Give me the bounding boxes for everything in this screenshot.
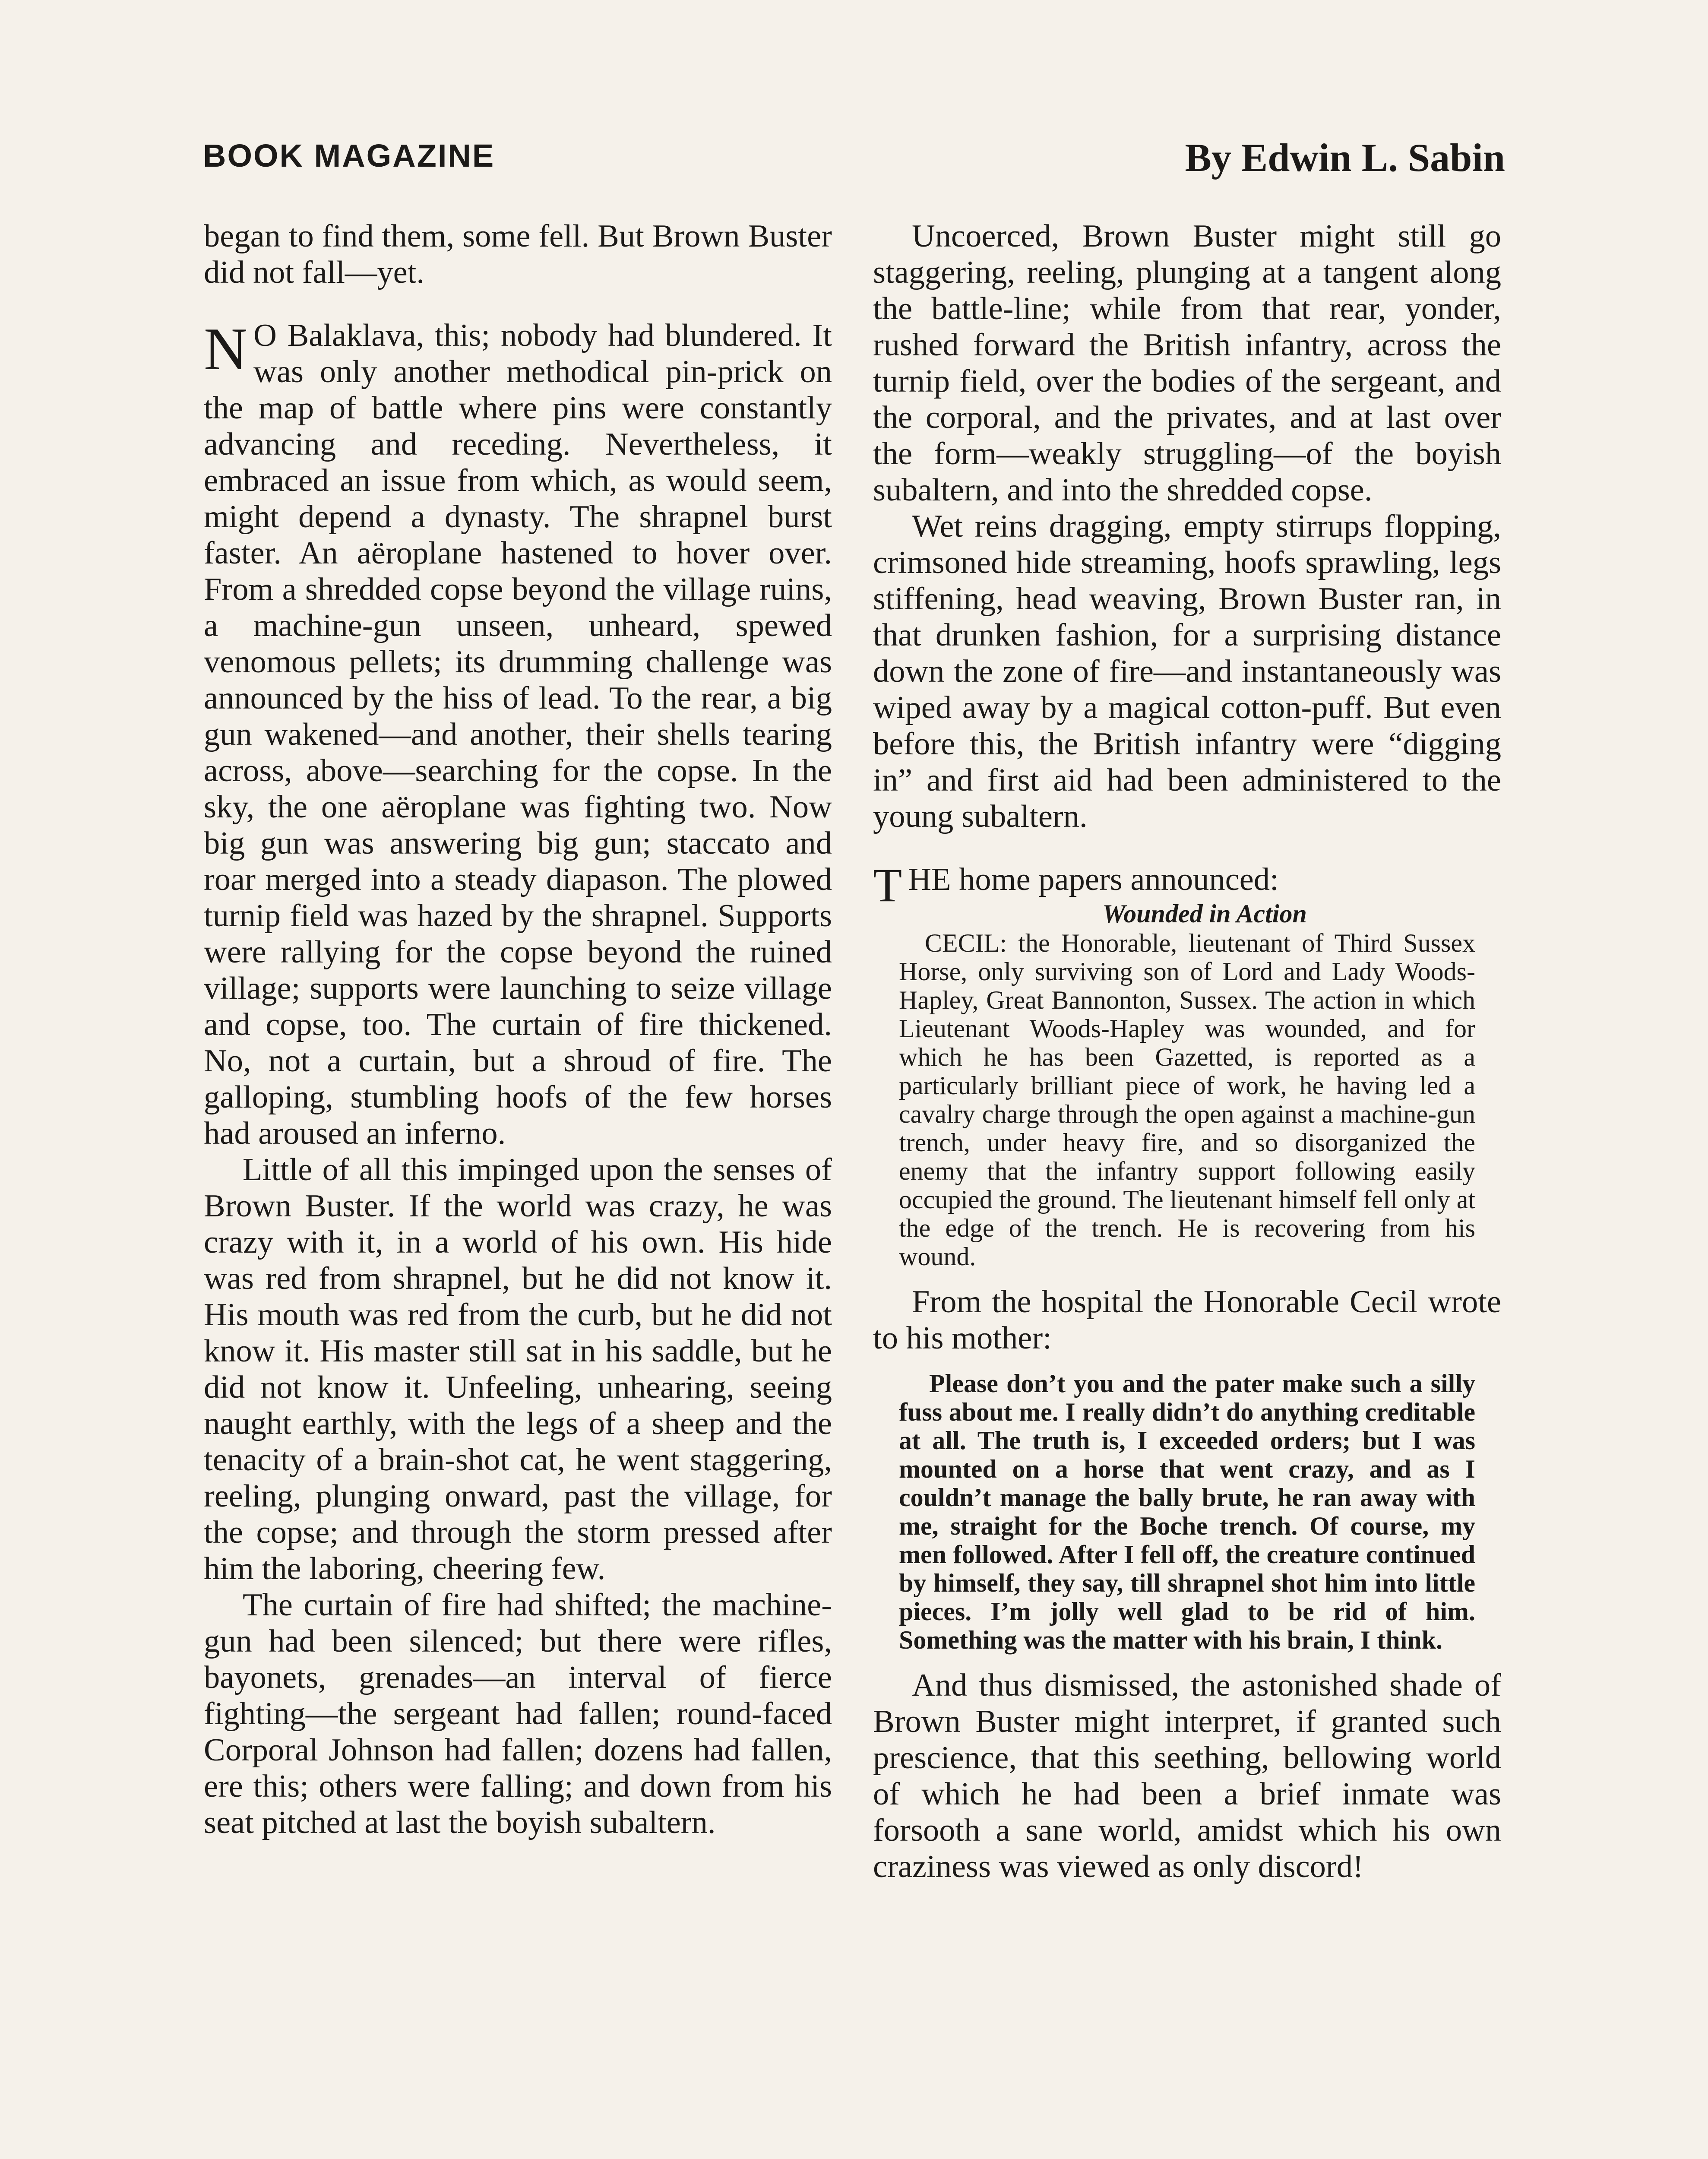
paragraph: Wet reins dragging, empty stirrups flopping, crimsoned hide streaming, hoofs sprawling, legs stiffening, head weaving, Brown Buster ran, in that drunken fashion, for a surprising distance down the zone of fire—and instantaneously was wiped away by a magical cotton-puff. But even before this, the British infantry were “digging in” and first aid had been administered to the young subaltern.	[873, 509, 1501, 834]
drop-cap: T	[873, 859, 902, 912]
paragraph: From the hospital the Honorable Cecil wrote to his mother:	[873, 1284, 1501, 1356]
notice-text: CECIL: the Honorable, lieutenant of Third Sussex Horse, only surviving son of Lord and Lady Woods-Hapley, Great Bannonton, Sussex. The action in which Lieutenant Woods-Hapley was wounded, and for which he has been Gazetted, is reported as a particularly brilliant piece of work, he having led a cavalry charge through the open against a machine-gun trench, under heavy fire, and so disorganized the enemy that the infantry support following easily occupied the ground. The lieutenant himself fell only at the edge of the trench. He is recovering from his wound.	[899, 929, 1475, 1271]
paragraph: Little of all this impinged upon the senses of Brown Buster. If the world was crazy, he was crazy with it, in a world of his own. His hide was red from shrapnel, but he did not know it. His mouth was red from the curb, but he did not know it. His master still sat in his saddle, but he did not know it. Unfeeling, unhearing, seeing naught earthly, with the legs of a sheep and the tenacity of a brain-shot cat, he went staggering, reeling, plunging onward, past the village, for the copse; and through the storm pressed after him the laboring, cheering few.	[204, 1152, 832, 1586]
letter-text: Please don’t you and the pater make such a silly fuss about me. I really didn’t do anything creditable at all. The truth is, I exceeded orders; but I was mounted on a horse that went crazy, and as I couldn’t manage the bally brute, he ran away with me, straight for the Boche trench. Of course, my men followed. After I fell off, the creature continued by himself, they say, till shrapnel shot him into little pieces. I’m jolly well glad to be rid of him. Something was the matter with his brain, I think.	[899, 1369, 1475, 1654]
newspaper-notice	[899, 929, 1475, 1271]
magazine-title: BOOK MAGAZINE	[203, 138, 495, 174]
quoted-letter	[899, 1369, 1475, 1654]
author-byline: By Edwin L. Sabin	[1185, 136, 1505, 180]
left-column	[204, 218, 832, 1841]
drop-cap: N	[204, 316, 248, 383]
paragraph-dropcap	[204, 317, 832, 1152]
paragraph: Uncoerced, Brown Buster might still go staggering, reeling, plunging at a tangent along the battle-line; while from that rear, yonder, rushed forward the British infantry, across the turnip field, over the bodies of the sergeant, and the corporal, and the privates, and at last over the form—weakly struggling—of the boyish subaltern, and into the shredded copse.	[873, 218, 1501, 508]
paragraph: began to find them, some fell. But Brown Buster did not fall—yet.	[204, 218, 832, 290]
right-column	[873, 218, 1501, 1885]
notice-heading: Wounded in Action	[1102, 899, 1307, 928]
running-head	[203, 137, 1505, 185]
paragraph-text: HE home papers announced:	[908, 862, 1279, 897]
paragraph-text: O Balaklava, this; nobody had blundered. It was only another methodical pin-prick on the map of battle where pins were constantly advancing and receding. Nevertheless, it embraced an issue from which, as would seem, might depend a dynasty. The shrapnel burst faster. An aëroplane hastened to hover over. From a shredded copse beyond the village ruins, a machine-gun unseen, unheard, spewed venomous pellets; its drumming challenge was announced by the hiss of lead. To the rear, a big gun wakened—and another, their shells tearing across, above—searching for the copse. In the sky, the one aëroplane was fighting two. Now big gun was answering big gun; staccato and roar merged into a steady diapason. The plowed turnip field was hazed by the shrapnel. Supports were rallying for the copse beyond the ruined village; supports were launching to seize village and copse, too. The curtain of fire thickened. No, not a curtain, but a shroud of fire. The galloping, stumbling hoofs of the few horses had aroused an inferno.	[204, 318, 832, 1151]
paragraph: And thus dismissed, the astonished shade of Brown Buster might interpret, if granted such prescience, that this seething, bellowing world of which he had been a brief inmate was forsooth a sane world, amidst which his own craziness was viewed as only discord!	[873, 1668, 1501, 1884]
paragraph: The curtain of fire had shifted; the machine-gun had been silenced; but there were rifles, bayonets, grenades—an interval of fierce fighting—the sergeant had fallen; round-faced Corporal Johnson had fallen; dozens had fallen, ere this; others were falling; and down from his seat pitched at last the boyish subaltern.	[204, 1587, 832, 1840]
paragraph-dropcap	[873, 859, 1501, 912]
